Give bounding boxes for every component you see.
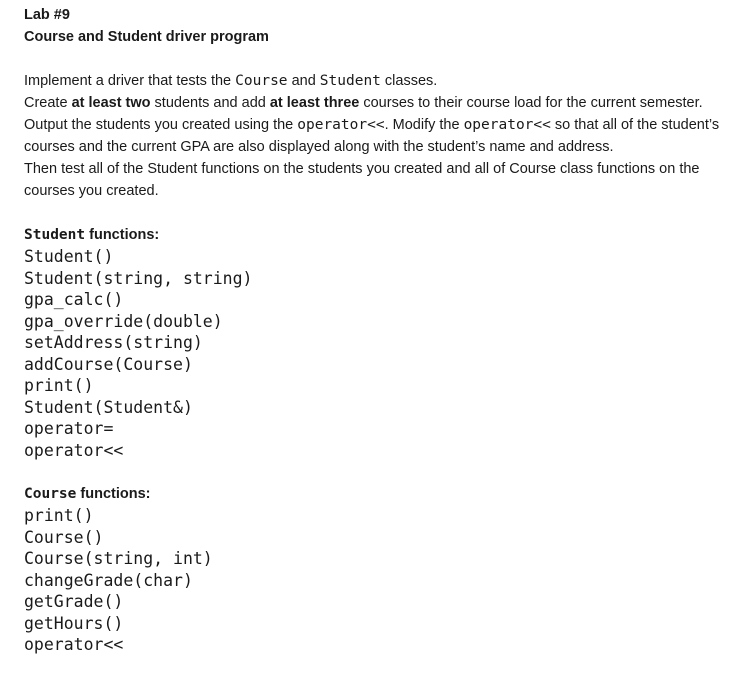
list-item: Course() — [24, 527, 104, 547]
intro-text: Implement a driver that tests the — [24, 73, 236, 89]
emphasis-text: at least three — [269, 95, 360, 111]
intro-text: and — [287, 73, 320, 89]
operator-ref: operator<< — [297, 117, 385, 133]
student-function-list — [24, 246, 736, 461]
list-item: operator= — [24, 419, 114, 438]
list-item: Student(string, string) — [24, 268, 253, 288]
list-item: Course(string, int) — [24, 549, 213, 568]
course-class-name: Course — [24, 486, 77, 502]
list-item: getGrade() — [24, 592, 124, 611]
list-item: gpa_override(double) — [24, 311, 223, 331]
list-item: print() — [24, 376, 94, 395]
list-item: gpa_calc() — [24, 290, 124, 309]
document — [24, 4, 736, 656]
intro-paragraph-1 — [24, 70, 736, 92]
intro-text: . Modify the — [384, 117, 464, 133]
intro-text: classes. — [380, 73, 438, 89]
spacer — [24, 48, 736, 70]
list-item: operator<< — [24, 635, 124, 654]
student-functions-heading — [24, 224, 736, 246]
intro-text: courses to their course load for the current semester. Output the students you created using the — [24, 95, 703, 133]
list-item: getHours() — [24, 613, 124, 633]
intro-text: Create — [24, 95, 72, 111]
intro-text: so that all of the student’s courses and the current GPA are also displayed along with the student’s name and address. — [24, 117, 720, 155]
list-item: setAddress(string) — [24, 333, 203, 352]
operator-ref: operator<< — [463, 117, 551, 133]
heading-suffix: functions: — [85, 227, 160, 243]
list-item: print() — [24, 506, 94, 525]
spacer — [24, 202, 736, 224]
intro-text: students and add — [150, 95, 270, 111]
list-item: changeGrade(char) — [24, 570, 193, 590]
list-item: addCourse(Course) — [24, 354, 193, 374]
intro-paragraph-2 — [24, 92, 736, 158]
student-class-name: Student — [24, 227, 86, 243]
list-item: Student(Student&) — [24, 397, 193, 417]
course-functions-heading — [24, 483, 736, 505]
student-class-ref: Student — [319, 73, 381, 89]
course-class-ref: Course — [235, 73, 288, 89]
spacer — [24, 461, 736, 483]
lab-title: Course and Student driver program — [24, 29, 269, 45]
list-item: Student() — [24, 247, 114, 266]
heading-suffix: functions: — [76, 486, 151, 502]
course-function-list — [24, 505, 736, 656]
list-item: operator<< — [24, 440, 124, 460]
emphasis-text: at least two — [71, 95, 151, 111]
intro-paragraph-3: Then test all of the Student functions on the students you created and all of Course class functions on the courses you created. — [24, 161, 700, 199]
lab-number: Lab #9 — [24, 7, 70, 23]
